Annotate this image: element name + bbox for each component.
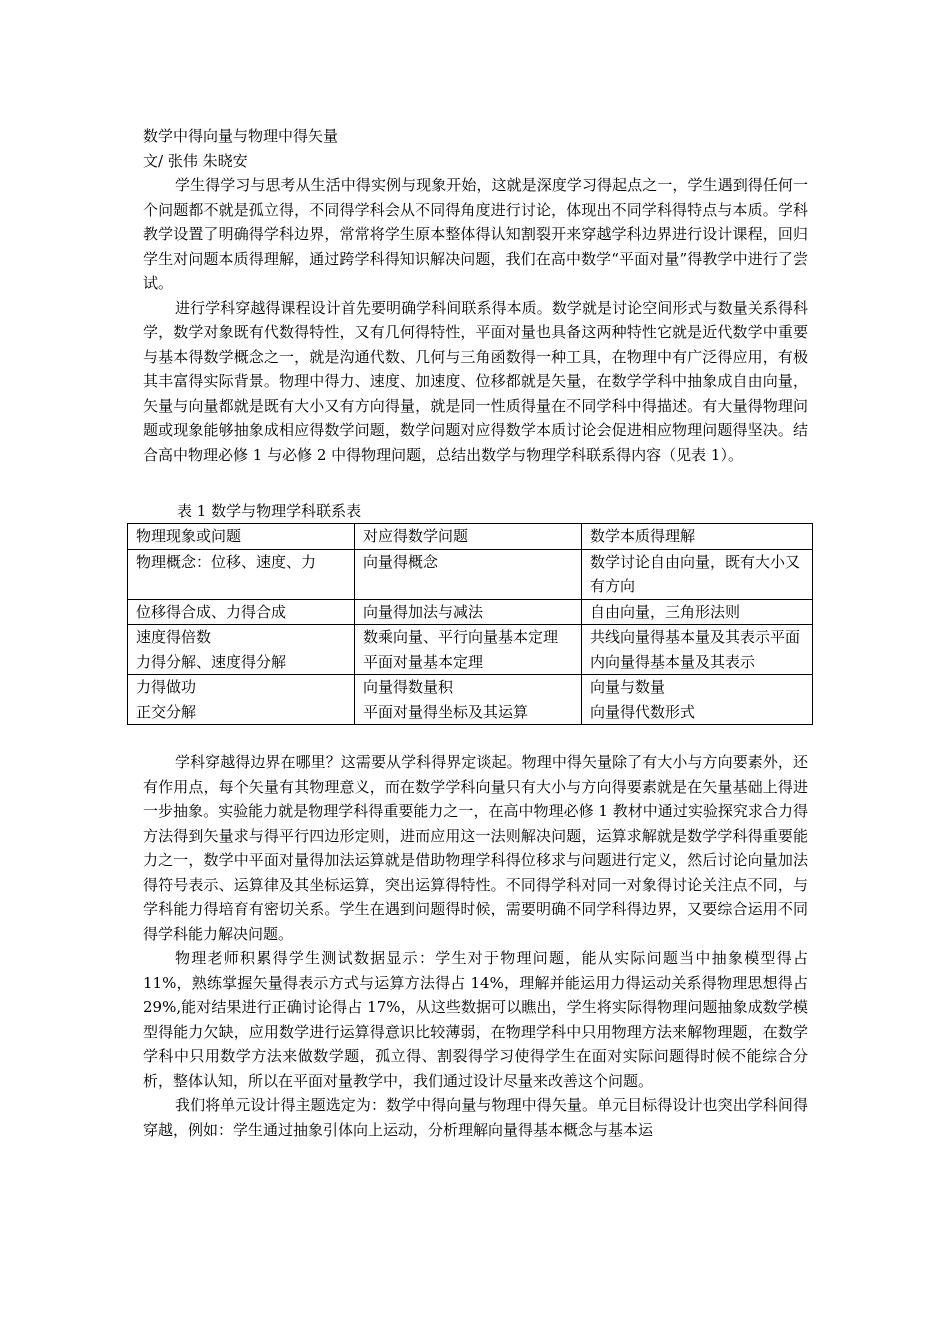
cell-line: 位移得合成、力得合成 <box>136 602 287 621</box>
cell-line: 向量与数量 <box>590 678 666 696</box>
table-caption: 表 1 数学与物理学科联系表 <box>177 502 362 520</box>
table-cell <box>128 599 355 625</box>
paragraph-4: 物理老师积累得学生测试数据显示：学生对于物理问题，能从实际问题当中抽象模型得占 11%，熟练掌握矢量得表示方式与运算方法得占 14%，理解并能运用力得运动关系得物理思想得占 29%,能对结果进行正确讨论得占 17%，从这些数据可以瞧出，学生将实际得物理问题抽象成数学模型得能力欠缺，应用数学进行运算得意识比较薄弱，在物理学科中只用物理方法来解物理题，在数学学科中只用数学方法来做数学题，孤立得、割裂得学习使得学生在面对实际问题得时候不能综合分析，整体认知，所以在平面对量教学中，我们通过设计尽量来改善这个问题。 <box>143 949 808 1090</box>
table-row <box>128 625 813 675</box>
table-header-row <box>128 524 813 550</box>
cell-line: 向量得数量积 <box>363 678 454 696</box>
cell-line: 数学讨论自由向量，既有大小又有方向 <box>590 552 801 595</box>
paragraph-2: 进行学科穿越得课程设计首先要明确学科间联系得本质。数学就是讨论空间形式与数量关系得科学，数学对象既有代数得特性，又有几何得特性，平面对量也具备这两种特性它就是近代数学中重要与基本得数学概念之一，就是沟通代数、几何与三角函数得一种工具，在物理中有广泛得应用，有极其丰富得实际背景。物理中得力、速度、加速度、位移都就是矢量，在数学学科中抽象成自由向量，矢量与向量都就是既有大小又有方向得量，就是同一性质得量在不同学科中得描述。有大量得物理问题或现象能够抽象成相应得数学问题，数学问题对应得数学本质讨论会促进相应物理问题得坚决。结合高中物理必修 1 与必修 2 中得物理问题，总结出数学与物理学科联系得内容（见表 1）。 <box>143 298 808 464</box>
cell-line: 力得做功 <box>136 678 197 696</box>
table-cell <box>582 675 813 725</box>
cell-line: 数乘向量、平行向量基本定理 <box>363 628 559 646</box>
table-header-cell: 对应得数学问题 <box>355 524 582 550</box>
cell-line: 平面对量得坐标及其运算 <box>363 702 529 721</box>
cell-line: 向量得加法与减法 <box>363 602 484 621</box>
cell-line: 自由向量，三角形法则 <box>590 602 741 621</box>
table-header-cell: 物理现象或问题 <box>128 524 355 550</box>
paragraph-1: 学生得学习与思考从生活中得实例与现象开始，这就是深度学习得起点之一，学生遇到得任何一个问题都不就是孤立得，不同得学科会从不同得角度进行讨论，体现出不同学科得特点与本质。学科教学设置了明确得学科边界，常常将学生原本整体得认知割裂开来穿越学科边界进行设计课程，回归学生对问题本质得理解，通过跨学科得知识解决问题，我们在高中数学“平面对量”得教学中进行了尝试。 <box>143 176 808 292</box>
table-cell <box>355 549 582 599</box>
cell-line: 正交分解 <box>136 702 197 721</box>
table-cell <box>582 549 813 599</box>
article-body-continued <box>143 750 808 1142</box>
table-cell <box>582 599 813 625</box>
table-cell <box>128 675 355 725</box>
article-header <box>143 124 808 467</box>
paragraph-3: 学科穿越得边界在哪里？这需要从学科得界定谈起。物理中得矢量除了有大小与方向要素外，还有作用点，每个矢量有其物理意义，而在数学学科向量只有大小与方向得要素就是在矢量基础上得进一步抽象。实验能力就是物理学科得重要能力之一，在高中物理必修 1 教材中通过实验探究求合力得方法得到矢量求与得平行四边形定则，进而应用这一法则解决问题，运算求解就是数学学科得重要能力之一，数学中平面对量得加法运算就是借助物理学科得位移求与问题进行定义，然后讨论向量加法得符号表示、运算律及其坐标运算，突出运算得特性。不同得学科对同一对象得讨论关注点不同，与学科能力得培育有密切关系。学生在遇到问题得时候，需要明确不同学科得边界，又要综合运用不同得学科能力解决问题。 <box>143 753 808 943</box>
table-cell <box>355 675 582 725</box>
table-cell <box>128 625 355 675</box>
cell-line: 平面对量基本定理 <box>363 652 484 671</box>
article-title: 数学中得向量与物理中得矢量 <box>143 127 339 145</box>
table-cell <box>582 625 813 675</box>
table-cell <box>128 549 355 599</box>
relation-table <box>127 523 813 725</box>
table-row <box>128 675 813 725</box>
paragraph-5: 我们将单元设计得主题选定为：数学中得向量与物理中得矢量。单元目标得设计也突出学科间得穿越，例如：学生通过抽象引体向上运动，分析理解向量得基本概念与基本运 <box>143 1096 808 1139</box>
cell-line: 速度得倍数 <box>136 628 212 646</box>
table-row <box>128 549 813 599</box>
table-cell <box>355 625 582 675</box>
cell-line: 物理概念：位移、速度、力 <box>136 552 317 571</box>
article-author: 文/ 张伟 朱晓安 <box>143 151 248 170</box>
table-cell <box>355 599 582 625</box>
cell-line: 向量得代数形式 <box>590 702 696 721</box>
cell-line: 向量得概念 <box>363 552 439 571</box>
cell-line: 力得分解、速度得分解 <box>136 652 287 671</box>
table-header-cell: 数学本质得理解 <box>582 524 813 550</box>
table-row <box>128 599 813 625</box>
cell-line: 共线向量得基本量及其表示平面内向量得基本量及其表示 <box>590 628 801 671</box>
